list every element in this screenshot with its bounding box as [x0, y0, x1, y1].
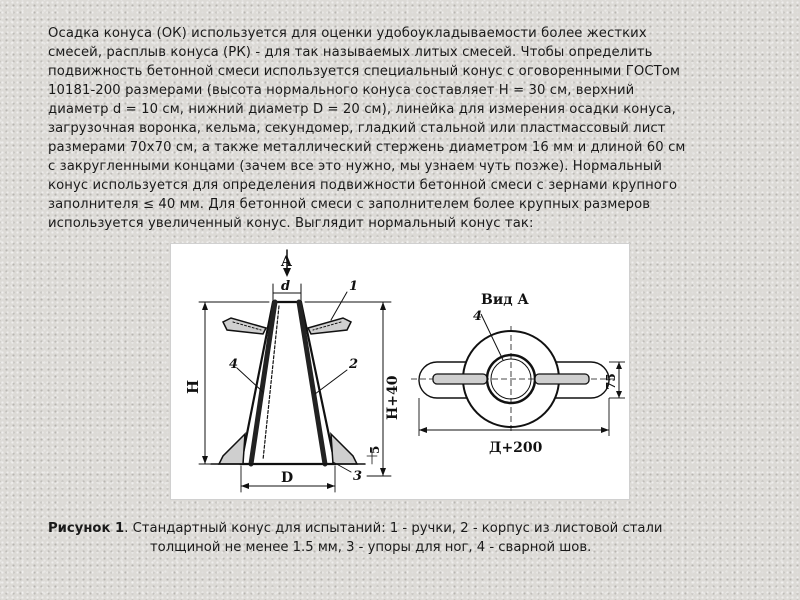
view-width-label: Д+200 [489, 440, 543, 456]
callout-4-label: 4 [229, 357, 239, 372]
left-handle [223, 318, 266, 334]
view-height-label: 75 [604, 373, 618, 390]
paragraph-line: с закругленными концами (зачем все это нужно, мы узнаем чуть позже). Нормальный [48, 159, 662, 174]
paragraph-line: размерами 70х70 см, а также металлический стержень диаметром 16 мм и длиной 60 см [48, 140, 686, 155]
view-a-title: Вид А [481, 292, 529, 308]
cone-technical-drawing [170, 243, 630, 500]
cone-side-view [199, 250, 391, 492]
paragraph-line: 10181-200 размерами (высота нормального конуса составляет Н = 30 см, верхний [48, 83, 635, 98]
right-handle [308, 318, 351, 334]
arrow-a-label: A [281, 254, 292, 270]
paragraph-line: диаметр d = 10 см, нижний диаметр D = 20 см), линейка для измерения осадки конуса, [48, 102, 676, 117]
base-offset-label: 5 [368, 445, 382, 454]
cone-top-view [411, 314, 625, 436]
paragraph-line: конус используется для определения подвижности бетонной смеси с зернами крупного [48, 178, 678, 193]
paragraph-line: Осадка конуса (ОК) используется для оценки удобоукладываемости более жестких [48, 26, 647, 41]
height-label: H [184, 379, 202, 394]
figure-caption [48, 519, 760, 557]
paragraph-line: заполнителя ≤ 40 мм. Для бетонной смеси с заполнителем более крупных размеров [48, 197, 651, 212]
paragraph-line: используется увеличенный конус. Выглядит нормальный конус так: [48, 216, 534, 231]
caption-row-1 [48, 519, 760, 538]
view-callout-4-label: 4 [473, 309, 483, 324]
bottom-diameter-label: D [281, 470, 294, 486]
callout-1-label: 1 [349, 279, 359, 294]
callout-2-label: 2 [349, 357, 359, 372]
paragraph-line: подвижность бетонной смеси используется специальный конус с оговоренными ГОСТом [48, 64, 681, 79]
caption-line-2: толщиной не менее 1.5 мм, 3 - упоры для ног, 4 - сварной шов. [150, 540, 592, 555]
caption-label: Рисунок 1 [48, 521, 125, 536]
paragraph-line: смесей, расплыв конуса (РК) - для так называемых литых смесей. Чтобы определить [48, 45, 653, 60]
caption-line-1: . Стандартный конус для испытаний: 1 - ручки, 2 - корпус из листовой стали [124, 521, 663, 536]
callout-3-label: 3 [353, 469, 363, 484]
right-foot-rest [331, 434, 357, 464]
top-diameter-label: d [281, 279, 291, 294]
left-foot-rest [219, 434, 245, 464]
paragraph-line: загрузочная воронка, кельма, секундомер, гладкий стальной или пластмассовый лист [48, 121, 666, 136]
body-paragraph [48, 24, 760, 233]
height-plus-label: H+40 [385, 375, 401, 420]
drawing-svg [171, 244, 629, 499]
